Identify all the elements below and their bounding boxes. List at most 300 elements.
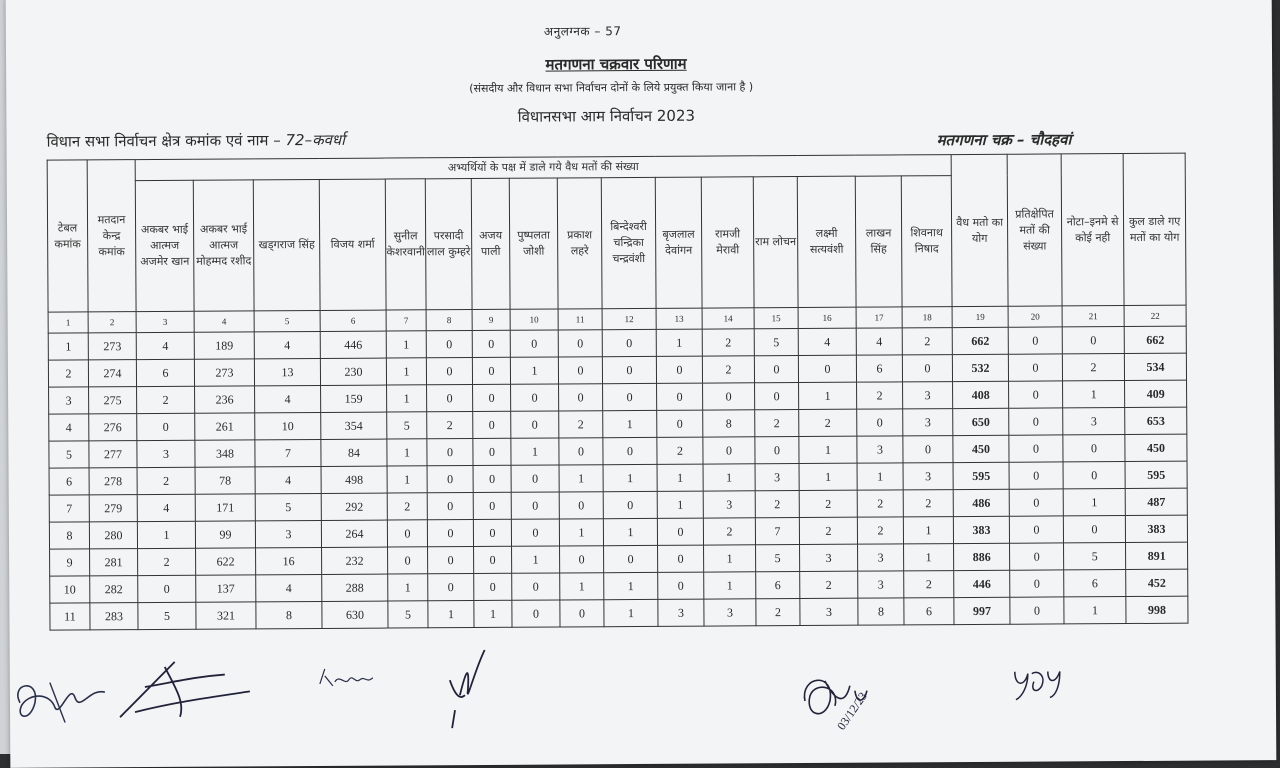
table-cell: 5 — [1064, 543, 1126, 570]
table-cell: 0 — [657, 383, 703, 410]
table-cell: 0 — [512, 573, 560, 600]
table-cell: 0 — [473, 465, 511, 492]
table-cell: 0 — [559, 384, 603, 411]
table-cell: 277 — [89, 441, 137, 468]
table-cell: 1 — [604, 572, 658, 599]
table-cell: 1 — [512, 546, 560, 573]
table-cell: 0 — [558, 357, 602, 384]
table-cell: 5 — [388, 601, 428, 628]
table-cell: 321 — [196, 602, 256, 629]
table-body — [48, 305, 1188, 630]
header-candidate-16: शिवनाथ निषाद — [901, 176, 952, 307]
table-cell: 3 — [857, 436, 903, 463]
header-candidate-votes-group: अभ्यर्थियों के पक्ष में डाले गये वैध मतों की संख्या — [135, 155, 951, 181]
table-cell: 6 — [136, 359, 194, 386]
table-cell: 1 — [799, 463, 857, 490]
header-candidate-9: प्रकाश लहरे — [557, 178, 602, 309]
table-cell: 13 — [254, 358, 320, 385]
table-cell: 3 — [903, 409, 953, 436]
header-candidate-11: बृजलाल देवांगन — [655, 177, 702, 308]
header-candidate-3: खड्गराज सिंह — [253, 179, 320, 310]
header-candidate-14: लक्ष्मी सत्यवंशी — [797, 176, 856, 307]
table-cell: 6 — [756, 572, 800, 599]
table-cell: 2 — [857, 382, 903, 409]
table-cell: 9 — [50, 549, 90, 576]
table-cell: 292 — [321, 493, 387, 520]
table-cell: 232 — [322, 547, 388, 574]
header-candidate-6: परसादी लाल कुम्हरे — [425, 179, 472, 310]
table-cell: 8 — [49, 522, 89, 549]
election-name: विधानसभा आम निर्वाचन 2023 — [517, 106, 696, 126]
table-cell: 2 — [427, 412, 473, 439]
table-cell: 2 — [48, 360, 88, 387]
column-number: 10 — [510, 309, 558, 330]
table-cell: 2 — [755, 491, 799, 518]
table-cell: 3 — [1063, 408, 1125, 435]
table-cell: 0 — [387, 520, 427, 547]
table-cell: 595 — [1125, 461, 1187, 488]
table-cell: 0 — [426, 331, 472, 358]
table-cell: 4 — [49, 414, 89, 441]
results-table — [47, 153, 1189, 631]
table-cell: 0 — [1009, 381, 1063, 408]
table-cell: 0 — [798, 355, 856, 382]
table-cell: 891 — [1126, 542, 1188, 569]
table-cell: 0 — [1009, 408, 1063, 435]
table-cell: 886 — [954, 543, 1010, 570]
table-cell: 0 — [559, 492, 603, 519]
table-cell: 0 — [703, 383, 755, 410]
table-cell: 6 — [49, 468, 89, 495]
table-cell: 1 — [603, 410, 657, 437]
table-cell: 0 — [658, 545, 704, 572]
column-number: 1 — [48, 312, 88, 333]
table-cell: 0 — [427, 466, 473, 493]
table-cell: 408 — [953, 381, 1009, 408]
constituency-line — [46, 130, 345, 152]
table-cell: 0 — [474, 546, 512, 573]
table-cell: 3 — [704, 599, 756, 626]
table-cell: 0 — [1062, 327, 1124, 354]
header-total-polled: कुल डाले गए मतों का योग — [1123, 153, 1186, 305]
table-cell: 622 — [196, 548, 256, 575]
table-cell: 5 — [138, 602, 196, 629]
table-cell: 1 — [386, 358, 426, 385]
table-cell: 3 — [755, 464, 799, 491]
table-cell: 1 — [657, 464, 703, 491]
table-row — [50, 596, 1188, 630]
header-valid-total: वैध मतो का योग — [951, 154, 1008, 306]
document-title: मतगणना चक्रवार परिणाम — [545, 54, 687, 74]
table-cell: 7 — [49, 495, 89, 522]
header-rejected: प्रतिक्षेपित मतों की संख्या — [1007, 154, 1062, 306]
table-cell: 1 — [604, 599, 658, 626]
table-cell: 1 — [388, 574, 428, 601]
table-cell: 2 — [799, 490, 857, 517]
table-cell: 281 — [90, 549, 138, 576]
table-cell: 0 — [511, 411, 559, 438]
table-cell: 1 — [704, 545, 756, 572]
table-cell: 0 — [603, 491, 657, 518]
table-cell: 3 — [255, 520, 321, 547]
table-cell: 7 — [755, 518, 799, 545]
table-cell: 0 — [903, 436, 953, 463]
table-cell: 2 — [857, 490, 903, 517]
table-cell: 0 — [603, 437, 657, 464]
table-cell: 275 — [89, 387, 137, 414]
table-cell: 2 — [702, 329, 754, 356]
table-cell: 3 — [658, 599, 704, 626]
signature-dated — [795, 660, 906, 745]
table-cell: 0 — [602, 329, 656, 356]
table-cell: 3 — [858, 571, 904, 598]
header-candidate-12: रामजी मेरावी — [701, 177, 754, 308]
table-cell: 0 — [658, 572, 704, 599]
column-number: 5 — [254, 310, 320, 331]
table-cell: 5 — [387, 412, 427, 439]
table-cell: 0 — [511, 492, 559, 519]
table-cell: 273 — [88, 333, 136, 360]
table-cell: 0 — [426, 358, 472, 385]
table-cell: 0 — [428, 547, 474, 574]
table-cell: 276 — [89, 414, 137, 441]
table-cell: 2 — [903, 490, 953, 517]
table-cell: 273 — [194, 359, 254, 386]
table-cell: 189 — [194, 332, 254, 359]
table-cell: 1 — [559, 519, 603, 546]
column-number: 7 — [386, 310, 426, 331]
column-number: 11 — [558, 309, 602, 330]
table-cell: 2 — [657, 437, 703, 464]
table-cell: 4 — [798, 328, 856, 355]
table-cell: 1 — [799, 436, 857, 463]
column-number: 2 — [88, 312, 136, 333]
table-cell: 595 — [953, 462, 1009, 489]
header-candidate-2: अकबर भाई आत्मज मोहम्मद रशीद — [193, 180, 254, 311]
table-cell: 0 — [512, 600, 560, 627]
table-cell: 0 — [511, 384, 559, 411]
table-cell: 1 — [428, 601, 474, 628]
constituency-label: विधान सभा निर्वाचन क्षेत्र कमांक एवं नाम – — [46, 131, 281, 151]
table-cell: 0 — [427, 439, 473, 466]
table-cell: 2 — [1062, 354, 1124, 381]
table-cell: 274 — [88, 360, 136, 387]
column-number: 16 — [798, 307, 856, 328]
table-cell: 0 — [755, 437, 799, 464]
table-cell: 4 — [255, 385, 321, 412]
table-cell: 3 — [800, 544, 858, 571]
table-cell: 3 — [800, 598, 858, 625]
column-number: 14 — [702, 308, 754, 329]
column-number: 15 — [754, 308, 798, 329]
header-booth-no: मतदान केन्द्र कमांक — [87, 160, 136, 312]
table-cell: 1 — [559, 465, 603, 492]
table-cell: 0 — [1010, 597, 1064, 624]
table-cell: 1 — [603, 518, 657, 545]
column-number: 20 — [1008, 306, 1062, 327]
column-number: 19 — [952, 306, 1008, 327]
table-cell: 4 — [254, 331, 320, 358]
column-number: 4 — [194, 311, 254, 332]
table-cell: 0 — [604, 545, 658, 572]
table-cell: 383 — [1125, 515, 1187, 542]
table-cell: 2 — [138, 548, 196, 575]
table-cell: 446 — [320, 331, 386, 358]
table-cell: 1 — [603, 464, 657, 491]
table-cell: 2 — [137, 386, 195, 413]
table-cell: 0 — [473, 519, 511, 546]
table-cell: 0 — [473, 438, 511, 465]
table-cell: 1 — [511, 438, 559, 465]
table-cell: 0 — [510, 330, 558, 357]
table-cell: 1 — [387, 385, 427, 412]
table-cell: 0 — [857, 409, 903, 436]
table-cell: 998 — [1126, 596, 1188, 623]
document-subtitle: (संसदीय और विधान सभा निर्वाचन दोनों के लिये प्रयुक्त किया जाना है ) — [469, 80, 754, 96]
table-cell: 3 — [49, 387, 89, 414]
table-cell: 2 — [702, 356, 754, 383]
table-cell: 0 — [138, 575, 196, 602]
svg-text:03/12/23: 03/12/23 — [834, 689, 870, 733]
table-cell: 0 — [473, 492, 511, 519]
table-cell: 8 — [703, 410, 755, 437]
table-cell: 5 — [49, 441, 89, 468]
table-cell: 171 — [195, 494, 255, 521]
table-cell: 0 — [558, 330, 602, 357]
table-cell: 6 — [904, 598, 954, 625]
table-cell: 0 — [1063, 435, 1125, 462]
signature-ydy — [1010, 661, 1080, 705]
table-cell: 0 — [657, 518, 703, 545]
table-cell: 2 — [387, 493, 427, 520]
table-cell: 8 — [858, 598, 904, 625]
signature-1 — [10, 662, 120, 737]
table-cell: 4 — [136, 332, 194, 359]
table-cell: 137 — [196, 575, 256, 602]
table-cell: 279 — [89, 495, 137, 522]
table-cell: 3 — [703, 491, 755, 518]
table-cell: 230 — [320, 358, 386, 385]
table-cell: 2 — [799, 517, 857, 544]
table-cell: 997 — [954, 597, 1010, 624]
table-cell: 2 — [857, 517, 903, 544]
counting-round: मतगणना चक्र – चौदहवां — [936, 130, 1072, 150]
table-cell: 278 — [89, 468, 137, 495]
header-candidate-7: अजय पाली — [471, 178, 510, 309]
table-cell: 8 — [256, 601, 322, 628]
header-candidate-1: अकबर भाई आत्मज अजमेर खान — [135, 180, 194, 311]
table-cell: 1 — [560, 573, 604, 600]
header-candidate-5: सुनील केशरवानी — [385, 179, 426, 310]
table-cell: 2 — [756, 599, 800, 626]
table-cell: 653 — [1125, 407, 1187, 434]
table-cell: 1 — [903, 517, 953, 544]
table-cell: 0 — [602, 356, 656, 383]
table-cell: 0 — [427, 493, 473, 520]
table-cell: 4 — [856, 328, 902, 355]
table-cell: 532 — [952, 354, 1008, 381]
table-cell: 1 — [703, 464, 755, 491]
table-cell: 0 — [559, 438, 603, 465]
table-cell: 6 — [856, 355, 902, 382]
table-cell: 383 — [953, 516, 1009, 543]
table-cell: 4 — [255, 466, 321, 493]
table-cell: 3 — [903, 463, 953, 490]
table-cell: 0 — [603, 383, 657, 410]
table-cell: 446 — [954, 570, 1010, 597]
table-cell: 0 — [427, 520, 473, 547]
table-cell: 0 — [1009, 435, 1063, 462]
table-cell: 0 — [754, 356, 798, 383]
table-cell: 3 — [137, 440, 195, 467]
table-cell: 5 — [756, 545, 800, 572]
table-cell: 1 — [474, 600, 512, 627]
table-cell: 236 — [195, 386, 255, 413]
table-cell: 662 — [1124, 326, 1186, 353]
table-cell: 0 — [428, 574, 474, 601]
table-cell: 2 — [800, 571, 858, 598]
table-cell: 264 — [321, 520, 387, 547]
table-cell: 1 — [387, 439, 427, 466]
table-cell: 450 — [1125, 434, 1187, 461]
column-number: 18 — [902, 307, 952, 328]
column-number: 9 — [472, 309, 510, 330]
table-cell: 2 — [902, 328, 952, 355]
table-cell: 662 — [952, 327, 1008, 354]
table-cell: 0 — [511, 465, 559, 492]
table-cell: 4 — [137, 494, 195, 521]
header-candidate-10: बिन्देश्वरी चन्द्रिका चन्द्रवंशी — [601, 177, 656, 308]
signature-kamal — [315, 664, 385, 698]
table-cell: 2 — [137, 467, 195, 494]
table-cell: 1 — [656, 329, 702, 356]
document-page — [6, 0, 1277, 768]
table-cell: 282 — [90, 576, 138, 603]
table-cell: 1 — [137, 521, 195, 548]
table-cell: 487 — [1125, 488, 1187, 515]
column-number: 17 — [856, 307, 902, 328]
table-cell: 450 — [953, 435, 1009, 462]
table-cell: 1 — [657, 491, 703, 518]
header-candidate-13: राम लोचन — [753, 177, 798, 308]
table-cell: 0 — [473, 411, 511, 438]
table-cell: 0 — [511, 519, 559, 546]
column-number: 3 — [136, 311, 194, 332]
table-cell: 7 — [255, 439, 321, 466]
table-cell: 288 — [322, 574, 388, 601]
table-cell: 1 — [510, 357, 558, 384]
table-cell: 10 — [50, 576, 90, 603]
table-cell: 0 — [1063, 462, 1125, 489]
table-cell: 1 — [1063, 381, 1125, 408]
table-cell: 11 — [50, 603, 90, 630]
table-cell: 3 — [903, 382, 953, 409]
table-cell: 2 — [703, 518, 755, 545]
header-candidate-4: विजय शर्मा — [319, 179, 386, 310]
table-cell: 159 — [321, 385, 387, 412]
table-cell: 1 — [704, 572, 756, 599]
table-cell: 5 — [255, 493, 321, 520]
table-cell: 1 — [904, 544, 954, 571]
table-cell: 650 — [953, 408, 1009, 435]
header-candidate-15: लाखन सिंह — [855, 176, 902, 307]
table-cell: 78 — [195, 467, 255, 494]
table-cell: 2 — [559, 411, 603, 438]
table-cell: 3 — [858, 544, 904, 571]
table-cell: 498 — [321, 466, 387, 493]
table-cell: 0 — [472, 357, 510, 384]
table-cell: 630 — [322, 601, 388, 628]
table-cell: 0 — [1010, 570, 1064, 597]
table-cell: 2 — [799, 409, 857, 436]
table-cell: 0 — [755, 383, 799, 410]
constituency-name: 72–कवर्धा — [285, 130, 346, 150]
table-cell: 10 — [255, 412, 321, 439]
table-cell: 1 — [386, 331, 426, 358]
column-number: 22 — [1124, 305, 1186, 326]
table-cell: 280 — [89, 522, 137, 549]
signature-3 — [430, 640, 501, 734]
table-cell: 0 — [427, 385, 473, 412]
header-table-no: टेबल कमांक — [47, 160, 88, 312]
table-cell: 0 — [1009, 489, 1063, 516]
table-cell: 0 — [560, 546, 604, 573]
table-cell: 0 — [1010, 543, 1064, 570]
table-cell: 84 — [321, 439, 387, 466]
column-number: 12 — [602, 308, 656, 329]
table-cell: 0 — [560, 600, 604, 627]
table-cell: 5 — [754, 329, 798, 356]
table-cell: 6 — [1064, 570, 1126, 597]
table-cell: 534 — [1124, 353, 1186, 380]
column-number: 6 — [320, 310, 386, 331]
table-cell: 486 — [953, 489, 1009, 516]
table-cell: 2 — [904, 571, 954, 598]
table-cell: 1 — [1064, 597, 1126, 624]
table-cell: 0 — [473, 384, 511, 411]
column-number: 13 — [656, 308, 702, 329]
table-cell: 16 — [256, 547, 322, 574]
signature-2 — [115, 656, 255, 731]
table-cell: 1 — [48, 333, 88, 360]
annexure-number: अनुलग्नक – 57 — [543, 24, 622, 39]
table-cell: 354 — [321, 412, 387, 439]
column-number: 8 — [426, 310, 472, 331]
table-cell: 409 — [1125, 380, 1187, 407]
table-cell: 99 — [195, 521, 255, 548]
table-cell: 0 — [656, 356, 702, 383]
table-cell: 0 — [1008, 327, 1062, 354]
table-cell: 0 — [1009, 516, 1063, 543]
table-cell: 0 — [703, 437, 755, 464]
table-cell: 1 — [799, 382, 857, 409]
table-cell: 0 — [902, 355, 952, 382]
header-nota: नोटा–इनमे से कोई नही — [1061, 154, 1124, 306]
table-cell: 348 — [195, 440, 255, 467]
table-cell: 283 — [90, 603, 138, 630]
table-cell: 452 — [1126, 569, 1188, 596]
table-cell: 0 — [1009, 462, 1063, 489]
column-number: 21 — [1062, 306, 1124, 327]
table-cell: 261 — [195, 413, 255, 440]
table-cell: 1 — [857, 463, 903, 490]
table-cell: 2 — [755, 410, 799, 437]
table-cell: 0 — [1063, 516, 1125, 543]
table-cell: 0 — [472, 330, 510, 357]
table-cell: 4 — [256, 574, 322, 601]
table-cell: 0 — [137, 413, 195, 440]
table-cell: 1 — [387, 466, 427, 493]
